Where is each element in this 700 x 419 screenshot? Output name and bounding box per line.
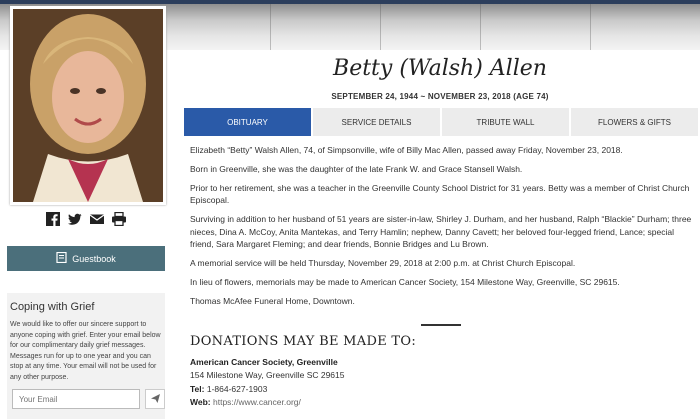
send-icon [151, 390, 160, 408]
donation-website-link[interactable]: https://www.cancer.org/ [213, 396, 301, 407]
tab-tribute-wall[interactable]: TRIBUTE WALL [442, 108, 569, 136]
book-icon [56, 252, 67, 265]
print-icon[interactable] [112, 212, 126, 226]
obituary-paragraph: Born in Greenville, she was the daughter of the late Frank W. and Grace Stansell Walsh. [190, 163, 523, 174]
obituary-paragraph: Elizabeth “Betty” Walsh Allen, 74, of Simpsonville, wife of Billy Mac Allen, passed away Friday, November 23, 2018. [190, 145, 623, 155]
page-title: Betty (Walsh) Allen [333, 56, 547, 81]
obituary-paragraph: Prior to her retirement, she was a teacher in the Greenville County School District for 31 years. Betty was a member of Christ Church Episcopal. [190, 182, 690, 206]
donation-phone[interactable]: 1-864-627-1903 [206, 383, 268, 394]
email-icon[interactable] [90, 212, 104, 226]
section-divider [421, 324, 461, 326]
obituary-paragraph: A memorial service will be held Thursday, November 29, 2018 at 2:00 p.m. at Christ Church Episcopal. [190, 258, 576, 269]
donations-details [190, 356, 345, 409]
tab-service-details[interactable]: SERVICE DETAILS [313, 108, 440, 136]
donation-org: American Cancer Society, Greenville [190, 357, 338, 367]
facebook-icon[interactable] [46, 212, 60, 226]
send-button[interactable] [145, 389, 165, 409]
guestbook-button[interactable] [7, 246, 165, 271]
coping-with-grief-panel [7, 293, 165, 419]
guestbook-label: Guestbook [72, 253, 116, 264]
tel-label: Tel: [190, 383, 205, 394]
tab-flowers-gifts[interactable]: FLOWERS & GIFTS [571, 108, 698, 136]
obituary-paragraph: Thomas McAfee Funeral Home, Downtown. [190, 296, 355, 307]
life-dates: SEPTEMBER 24, 1944 ~ NOVEMBER 23, 2018 (AGE 74) [331, 92, 549, 101]
donations-title: DONATIONS MAY BE MADE TO: [190, 334, 417, 349]
coping-description: We would like to offer our sincere support to anyone coping with grief. Enter your email below for our complimentary daily grief messages. Messages run for up to one year and you can stop at any time. Your email will not be used for any other purpose. [10, 321, 161, 381]
tab-obituary[interactable]: OBITUARY [184, 108, 311, 136]
portrait-photo [10, 6, 166, 205]
share-bar [46, 212, 126, 226]
coping-title: Coping with Grief [10, 301, 95, 313]
email-input[interactable] [12, 389, 140, 409]
obituary-paragraph: Surviving in addition to her husband of 51 years are sister-in-law, Shirley J. Durham, and her husband, Ralph “Blackie” Durham; three nieces, Dina A. McCoy, Anita Mantekas, and Terry Hamlin; nephew, Danny Cavett; her beloved four-legged friend, Lance; special friend, Sara Margaret Fleming; and dear friends, Bonnie Bridges and Lu Brown. [190, 214, 692, 250]
obituary-text [190, 144, 696, 314]
twitter-icon[interactable] [68, 212, 82, 226]
obituary-paragraph: In lieu of flowers, memorials may be made to American Cancer Society, 154 Milestone Way, Greenville, SC 29615. [190, 277, 620, 288]
donation-address: 154 Milestone Way, Greenville SC 29615 [190, 370, 345, 381]
web-label: Web: [190, 396, 211, 407]
tab-bar [184, 108, 698, 136]
